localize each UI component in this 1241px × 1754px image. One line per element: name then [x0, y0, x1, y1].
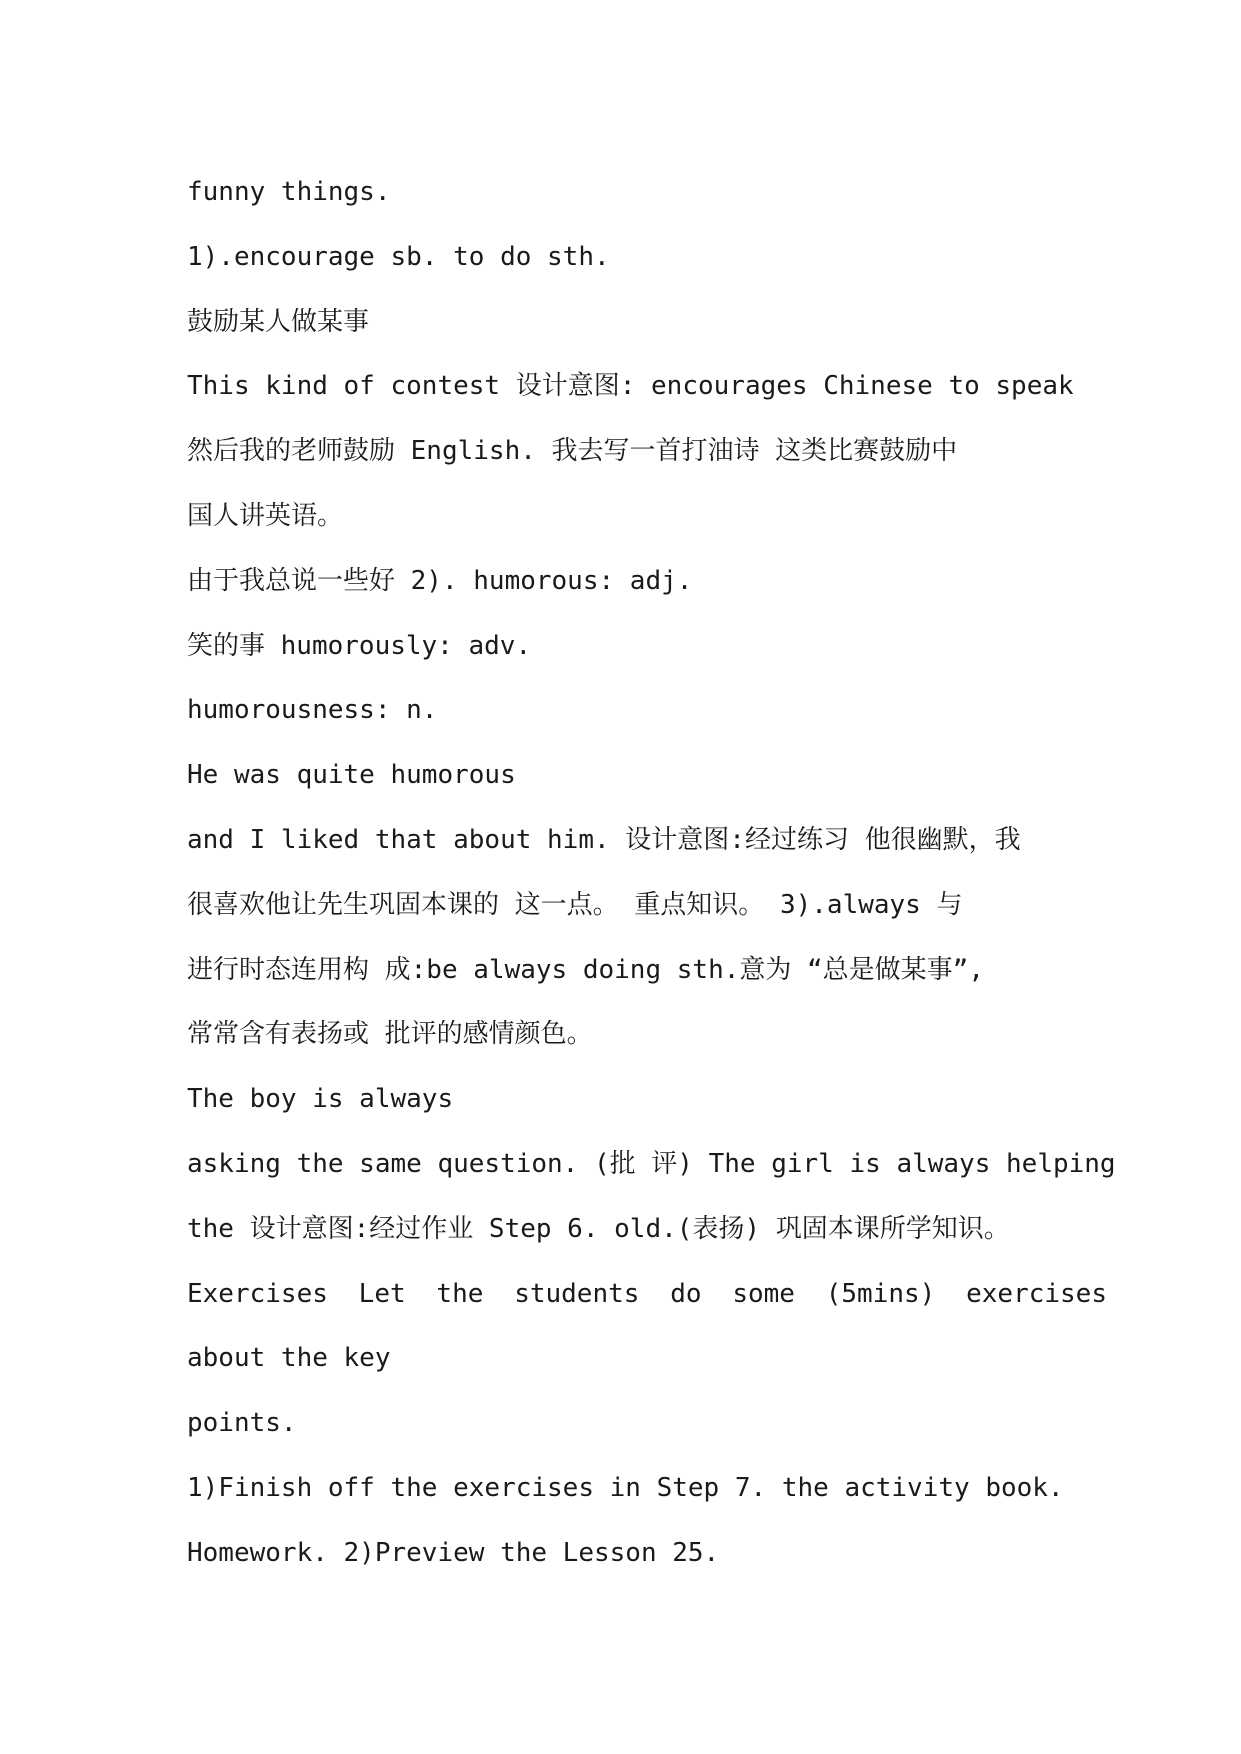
text-line: He was quite humorous: [187, 760, 516, 791]
text-line: 1)Finish off the exercises in Step 7. the activity book.: [187, 1472, 1064, 1503]
text-line: The boy is always: [187, 1084, 454, 1115]
text-line: asking the same question. (批 评) The girl is always helping: [187, 1148, 1116, 1179]
text-line: about the key: [187, 1343, 391, 1374]
text-line: 鼓励某人做某事: [187, 306, 370, 337]
text-line: funny things.: [187, 177, 391, 207]
text-line: 常常含有表扬或 批评的感情颜色。: [187, 1019, 593, 1050]
text-line: points.: [187, 1408, 297, 1439]
text-line: 很喜欢他让先生巩固本课的 这一点。 重点知识。 3).always 与: [187, 889, 963, 920]
text-line: and I liked that about him. 设计意图:经过练习 他很幽默，我: [187, 824, 1021, 855]
text-line: Exercises Let the students do some (5mins) exercises: [187, 1278, 1107, 1309]
text-line: 进行时态连用构 成:be always doing sth.意为 “总是做某事”,: [187, 954, 984, 985]
text-line: 国人讲英语。: [187, 500, 344, 531]
text-line: 然后我的老师鼓励 English. 我去写一首打油诗 这类比赛鼓励中: [187, 436, 958, 467]
document-body: [187, 160, 1116, 1586]
text-line: 笑的事 humorously: adv.: [187, 630, 532, 661]
text-line: the 设计意图:经过作业 Step 6. old.(表扬) 巩固本课所学知识。: [187, 1213, 1010, 1244]
text-line: 1).encourage sb. to do sth.: [187, 241, 610, 272]
text-line: humorousness: n.: [187, 695, 438, 726]
text-line: 由于我总说一些好 2). humorous: adj.: [187, 565, 693, 596]
text-line: Homework. 2)Preview the Lesson 25.: [187, 1537, 720, 1568]
text-line: This kind of contest 设计意图: encourages Chinese to speak: [187, 371, 1074, 402]
